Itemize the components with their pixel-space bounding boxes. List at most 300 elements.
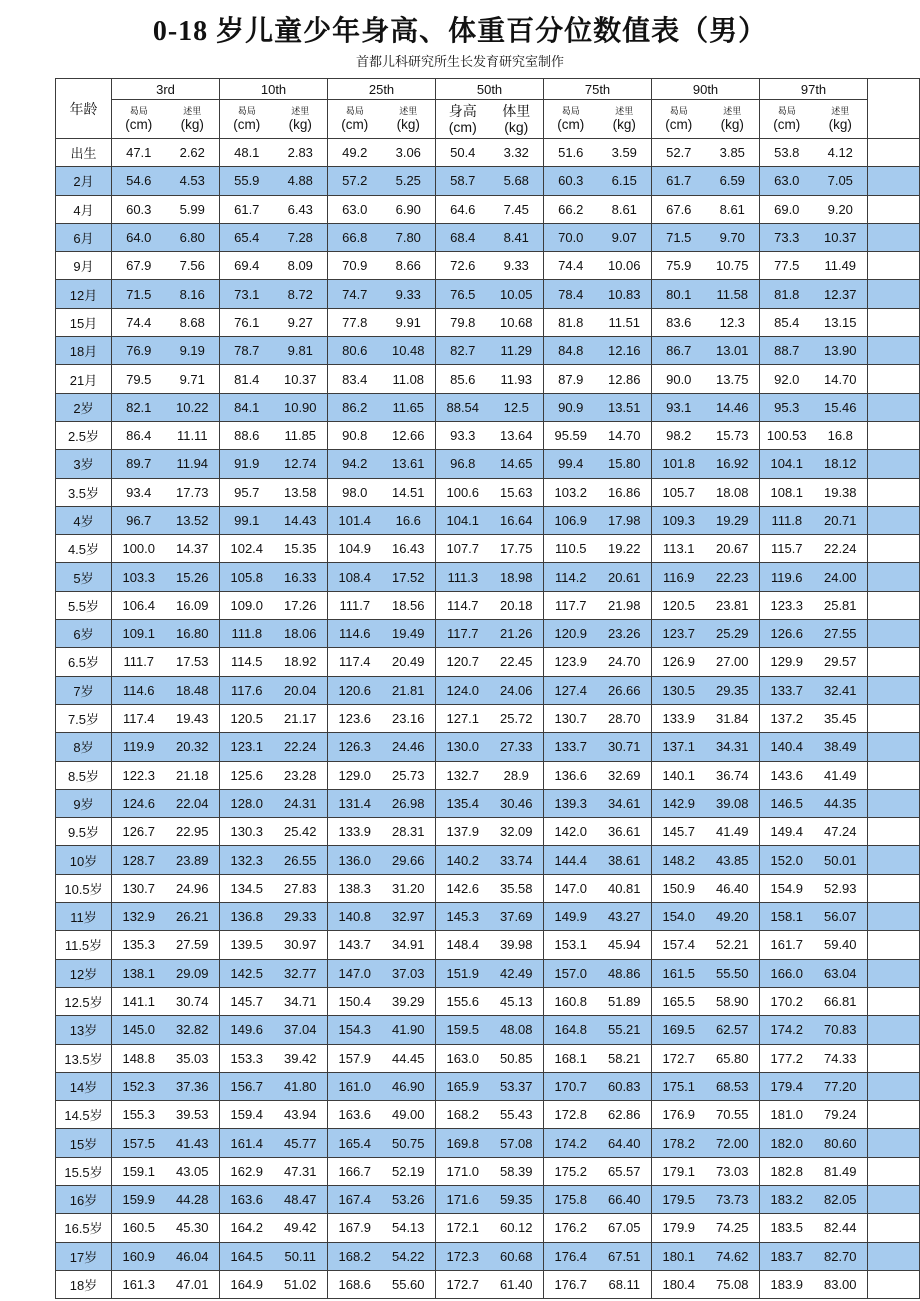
weight-cell: 65.80 [715, 1050, 749, 1066]
weight-cell: 9.70 [719, 230, 745, 246]
height-cell: 104.9 [328, 535, 382, 563]
age-cell: 12月 [69, 287, 98, 303]
height-cell: 183.5 [760, 1214, 814, 1242]
height-cell: 74.4 [544, 252, 598, 280]
weight-cell: 34.71 [283, 994, 317, 1010]
height-cell: 130.3 [220, 818, 274, 846]
weight-cell: 48.08 [499, 1022, 533, 1038]
weight-cell: 25.81 [823, 597, 857, 613]
height-cell: 153.3 [220, 1044, 274, 1072]
height-cell: 129.0 [328, 761, 382, 789]
height-cell: 168.1 [544, 1044, 598, 1072]
weight-cell: 8.68 [179, 314, 205, 330]
weight-cell: 16.09 [175, 597, 209, 613]
height-cell: 74.7 [328, 280, 382, 308]
height-cell: 129.9 [760, 648, 814, 676]
weight-label: 体里 [502, 102, 531, 119]
height-cell: 175.1 [652, 1072, 706, 1100]
height-cell: 149.6 [220, 1016, 274, 1044]
height-cell: 137.1 [652, 733, 706, 761]
weight-cell: 10.05 [499, 286, 533, 302]
percentile-header: 90th [652, 79, 760, 100]
weight-cell: 17.98 [607, 513, 641, 528]
weight-cell: 15.46 [823, 399, 857, 415]
empty-cell [868, 535, 920, 563]
height-cell: 145.0 [112, 1016, 166, 1044]
weight-cell: 30.46 [499, 795, 533, 811]
weight-cell: 25.73 [391, 767, 425, 783]
height-cell: 142.0 [544, 818, 598, 846]
weight-cell: 13.75 [715, 371, 749, 387]
height-cell: 167.4 [328, 1185, 382, 1213]
empty-cell [868, 676, 920, 704]
height-cell: 114.5 [220, 648, 274, 676]
height-cell: 163.6 [328, 1101, 382, 1129]
weight-cell: 7.28 [287, 230, 313, 246]
weight-cell: 16.43 [391, 541, 425, 557]
weight-cell: 73.03 [715, 1163, 749, 1179]
height-cell: 61.7 [652, 167, 706, 195]
empty-cell [868, 506, 920, 534]
weight-cell: 53.26 [391, 1192, 425, 1208]
height-subheader [328, 100, 382, 139]
age-cell: 21月 [69, 372, 98, 388]
weight-cell: 74.33 [823, 1050, 857, 1066]
height-cell: 54.6 [112, 167, 166, 195]
empty-cell [868, 167, 920, 195]
height-cell: 78.4 [544, 280, 598, 308]
height-cell: 161.5 [652, 959, 706, 987]
empty-column-header [868, 79, 920, 139]
table-row [56, 535, 920, 563]
height-cell: 77.8 [328, 308, 382, 336]
weight-cell: 74.62 [715, 1248, 749, 1264]
weight-cell: 38.61 [607, 852, 641, 868]
weight-cell: 10.90 [283, 399, 317, 415]
height-cell: 69.4 [220, 252, 274, 280]
height-cell: 99.1 [220, 506, 274, 534]
height-cell: 89.7 [112, 450, 166, 478]
height-cell: 124.6 [112, 789, 166, 817]
table-row [56, 818, 920, 846]
height-cell: 135.4 [436, 789, 490, 817]
weight-cell: 8.41 [503, 230, 529, 246]
weight-cell: 34.61 [607, 795, 641, 811]
height-cell: 126.7 [112, 818, 166, 846]
height-cell: 165.5 [652, 987, 706, 1015]
height-cell: 150.4 [328, 987, 382, 1015]
empty-cell [868, 903, 920, 931]
height-cell: 86.2 [328, 393, 382, 421]
weight-cell: 9.07 [611, 230, 637, 246]
weight-cell: 16.8 [827, 428, 853, 444]
height-cell: 179.5 [652, 1185, 706, 1213]
height-label: 曷局 [345, 106, 364, 116]
weight-unit: (kg) [720, 117, 744, 132]
height-cell: 137.9 [436, 818, 490, 846]
height-cell: 169.5 [652, 1016, 706, 1044]
weight-cell: 14.37 [175, 541, 209, 557]
height-cell: 163.6 [220, 1185, 274, 1213]
height-cell: 90.9 [544, 393, 598, 421]
height-cell: 174.2 [544, 1129, 598, 1157]
height-cell: 87.9 [544, 365, 598, 393]
height-cell: 76.1 [220, 308, 274, 336]
height-cell: 123.7 [652, 620, 706, 648]
height-cell: 86.4 [112, 421, 166, 449]
height-cell: 176.7 [544, 1270, 598, 1298]
weight-cell: 46.90 [391, 1078, 425, 1094]
height-unit: (cm) [773, 117, 801, 132]
height-cell: 108.4 [328, 563, 382, 591]
height-cell: 182.8 [760, 1157, 814, 1185]
weight-cell: 12.66 [391, 428, 425, 444]
height-cell: 111.3 [436, 563, 490, 591]
weight-cell: 20.04 [283, 682, 317, 698]
height-cell: 172.3 [436, 1242, 490, 1270]
weight-cell: 14.65 [499, 456, 533, 472]
height-cell: 114.6 [112, 676, 166, 704]
height-cell: 52.7 [652, 139, 706, 167]
empty-cell [868, 987, 920, 1015]
weight-cell: 6.15 [611, 173, 637, 189]
height-cell: 57.2 [328, 167, 382, 195]
height-cell: 117.4 [328, 648, 382, 676]
height-cell: 93.3 [436, 421, 490, 449]
height-cell: 160.5 [112, 1214, 166, 1242]
weight-cell: 15.80 [607, 456, 641, 472]
weight-cell: 11.29 [500, 343, 533, 359]
weight-subheader [382, 100, 436, 139]
height-cell: 105.8 [220, 563, 274, 591]
weight-cell: 43.27 [607, 909, 641, 925]
weight-cell: 52.21 [715, 937, 749, 953]
height-cell: 98.2 [652, 421, 706, 449]
height-cell: 133.7 [760, 676, 814, 704]
weight-cell: 82.05 [823, 1192, 857, 1208]
height-cell: 174.2 [760, 1016, 814, 1044]
height-cell: 71.5 [652, 223, 706, 251]
page-title: 0-18 岁儿童少年身高、体重百分位数值表（男） [152, 16, 768, 47]
weight-cell: 37.36 [175, 1078, 209, 1094]
height-subheader [220, 100, 274, 139]
table-row [56, 733, 920, 761]
weight-cell: 72.00 [715, 1135, 749, 1151]
height-cell: 120.9 [544, 620, 598, 648]
weight-cell: 29.09 [175, 965, 209, 981]
empty-cell [868, 1214, 920, 1242]
height-label: 身高 [448, 102, 477, 119]
weight-cell: 11.93 [500, 371, 533, 387]
height-cell: 158.1 [760, 903, 814, 931]
weight-cell: 11.58 [716, 286, 749, 302]
age-cell: 9月 [73, 259, 94, 275]
height-cell: 166.0 [760, 959, 814, 987]
height-cell: 157.0 [544, 959, 598, 987]
height-cell: 126.6 [760, 620, 814, 648]
weight-cell: 34.91 [391, 937, 425, 953]
height-cell: 143.6 [760, 761, 814, 789]
weight-cell: 49.42 [283, 1220, 317, 1236]
table-row [56, 337, 920, 365]
weight-cell: 6.43 [287, 201, 313, 217]
table-row [56, 1185, 920, 1213]
height-cell: 166.7 [328, 1157, 382, 1185]
height-cell: 168.2 [328, 1242, 382, 1270]
height-cell: 74.4 [112, 308, 166, 336]
height-cell: 95.3 [760, 393, 814, 421]
height-label: 曷局 [777, 106, 796, 116]
weight-cell: 20.67 [715, 541, 749, 557]
height-cell: 50.4 [436, 139, 490, 167]
height-cell: 117.4 [112, 704, 166, 732]
height-unit: (cm) [341, 117, 369, 132]
table-row [56, 903, 920, 931]
age-cell: 6月 [73, 231, 94, 247]
height-cell: 105.7 [652, 478, 706, 506]
height-unit: (cm) [233, 117, 261, 132]
height-cell: 127.4 [544, 676, 598, 704]
weight-cell: 30.97 [283, 937, 317, 953]
height-cell: 151.9 [436, 959, 490, 987]
height-cell: 142.6 [436, 874, 490, 902]
weight-cell: 41.49 [823, 767, 857, 783]
height-cell: 109.1 [112, 620, 166, 648]
height-cell: 92.0 [760, 365, 814, 393]
weight-cell: 68.53 [715, 1078, 749, 1094]
age-cell: 6岁 [73, 627, 94, 643]
height-subheader [760, 100, 814, 139]
weight-cell: 26.55 [283, 852, 317, 868]
height-cell: 161.0 [328, 1072, 382, 1100]
weight-cell: 29.35 [715, 682, 749, 698]
weight-cell: 27.00 [715, 654, 749, 670]
weight-cell: 31.20 [391, 880, 425, 896]
age-cell: 3岁 [73, 457, 94, 473]
weight-subheader [706, 100, 760, 139]
weight-cell: 12.74 [283, 456, 317, 472]
height-subheader [652, 100, 706, 139]
height-cell: 160.8 [544, 987, 598, 1015]
weight-cell: 26.66 [607, 682, 641, 698]
empty-cell [868, 874, 920, 902]
height-cell: 106.4 [112, 591, 166, 619]
table-row [56, 195, 920, 223]
age-cell: 11.5岁 [64, 938, 103, 954]
weight-cell: 51.89 [607, 994, 641, 1010]
height-cell: 150.9 [652, 874, 706, 902]
height-cell: 138.3 [328, 874, 382, 902]
table-row [56, 648, 920, 676]
age-cell: 2.5岁 [67, 429, 100, 445]
height-unit: (cm) [448, 118, 477, 135]
height-cell: 161.3 [112, 1270, 166, 1298]
height-cell: 120.5 [220, 704, 274, 732]
height-cell: 142.5 [220, 959, 274, 987]
height-label: 曷局 [561, 106, 580, 116]
weight-cell: 9.81 [287, 343, 313, 359]
height-cell: 95.59 [544, 421, 598, 449]
height-cell: 122.3 [112, 761, 166, 789]
height-cell: 58.7 [436, 167, 490, 195]
age-cell: 4.5岁 [67, 542, 100, 558]
height-cell: 84.1 [220, 393, 274, 421]
weight-cell: 68.11 [608, 1277, 641, 1293]
table-row [56, 1214, 920, 1242]
weight-cell: 12.16 [607, 343, 641, 359]
height-cell: 116.9 [652, 563, 706, 591]
weight-cell: 10.48 [391, 343, 425, 359]
weight-cell: 3.06 [395, 145, 421, 161]
weight-cell: 51.02 [283, 1277, 317, 1293]
weight-cell: 77.20 [823, 1078, 857, 1094]
height-cell: 114.2 [544, 563, 598, 591]
empty-cell [868, 1016, 920, 1044]
weight-cell: 58.90 [715, 994, 749, 1010]
weight-cell: 9.33 [395, 286, 421, 302]
height-cell: 183.7 [760, 1242, 814, 1270]
empty-cell [868, 648, 920, 676]
table-body [56, 139, 920, 1299]
weight-cell: 18.98 [499, 569, 533, 585]
weight-cell: 45.94 [607, 937, 641, 953]
height-cell: 64.0 [112, 223, 166, 251]
height-cell: 179.1 [652, 1157, 706, 1185]
percentile-header: 97th [760, 79, 868, 100]
weight-unit: (kg) [396, 117, 420, 132]
weight-cell: 7.45 [503, 201, 529, 217]
height-cell: 159.4 [220, 1101, 274, 1129]
height-cell: 170.7 [544, 1072, 598, 1100]
height-cell: 117.7 [436, 620, 490, 648]
empty-cell [868, 959, 920, 987]
weight-cell: 18.56 [391, 597, 425, 613]
table-row [56, 450, 920, 478]
height-cell: 154.3 [328, 1016, 382, 1044]
height-cell: 123.6 [328, 704, 382, 732]
height-cell: 148.4 [436, 931, 490, 959]
weight-cell: 12.3 [719, 314, 745, 330]
height-cell: 55.9 [220, 167, 274, 195]
age-cell: 13岁 [69, 1023, 98, 1039]
weight-cell: 9.91 [395, 314, 421, 330]
weight-cell: 14.43 [283, 513, 317, 528]
weight-cell: 70.83 [823, 1022, 857, 1038]
height-cell: 162.9 [220, 1157, 274, 1185]
height-cell: 170.2 [760, 987, 814, 1015]
weight-cell: 10.75 [715, 258, 749, 274]
height-cell: 67.6 [652, 195, 706, 223]
height-cell: 84.8 [544, 337, 598, 365]
empty-cell [868, 704, 920, 732]
weight-cell: 8.72 [287, 286, 313, 302]
table-row [56, 393, 920, 421]
weight-cell: 23.16 [391, 711, 425, 727]
weight-cell: 28.9 [503, 767, 529, 783]
height-cell: 160.9 [112, 1242, 166, 1270]
weight-cell: 18.92 [283, 654, 317, 670]
weight-cell: 41.49 [715, 824, 749, 840]
height-cell: 145.7 [220, 987, 274, 1015]
empty-cell [868, 1129, 920, 1157]
height-cell: 153.1 [544, 931, 598, 959]
weight-cell: 10.22 [175, 399, 209, 415]
height-cell: 135.3 [112, 931, 166, 959]
weight-cell: 21.17 [283, 711, 317, 727]
weight-cell: 8.61 [719, 201, 745, 217]
table-row [56, 280, 920, 308]
weight-cell: 21.81 [391, 682, 425, 698]
height-cell: 157.4 [652, 931, 706, 959]
height-cell: 140.2 [436, 846, 490, 874]
weight-cell: 61.40 [499, 1277, 533, 1293]
age-cell: 12.5岁 [64, 995, 103, 1011]
weight-cell: 43.85 [715, 852, 749, 868]
height-cell: 178.2 [652, 1129, 706, 1157]
height-cell: 117.7 [544, 591, 598, 619]
weight-cell: 7.05 [827, 173, 853, 189]
weight-cell: 81.49 [823, 1163, 857, 1179]
weight-cell: 13.52 [175, 513, 209, 528]
table-row [56, 789, 920, 817]
weight-cell: 19.43 [175, 711, 209, 727]
weight-cell: 22.24 [283, 739, 317, 755]
empty-cell [868, 818, 920, 846]
age-cell: 15岁 [69, 1136, 98, 1152]
table-row [56, 506, 920, 534]
weight-cell: 37.03 [391, 965, 425, 981]
height-cell: 75.9 [652, 252, 706, 280]
weight-cell: 14.46 [715, 399, 749, 415]
age-cell: 8.5岁 [67, 768, 100, 784]
height-cell: 78.7 [220, 337, 274, 365]
height-cell: 94.2 [328, 450, 382, 478]
height-cell: 136.8 [220, 903, 274, 931]
height-cell: 142.9 [652, 789, 706, 817]
weight-cell: 20.61 [607, 569, 641, 585]
height-cell: 141.1 [112, 987, 166, 1015]
weight-cell: 47.01 [175, 1277, 209, 1293]
weight-cell: 19.22 [607, 541, 641, 557]
height-cell: 107.7 [436, 535, 490, 563]
weight-cell: 50.01 [823, 852, 857, 868]
age-cell: 15.5岁 [64, 1164, 103, 1180]
height-cell: 157.5 [112, 1129, 166, 1157]
weight-cell: 29.33 [283, 909, 317, 925]
age-cell: 18月 [69, 344, 98, 360]
weight-cell: 16.6 [395, 513, 421, 528]
height-cell: 130.7 [112, 874, 166, 902]
age-cell: 9.5岁 [67, 825, 100, 841]
weight-cell: 44.28 [175, 1192, 209, 1208]
table-row [56, 1157, 920, 1185]
age-cell: 5岁 [73, 570, 94, 586]
height-cell: 104.1 [760, 450, 814, 478]
weight-cell: 57.08 [499, 1135, 533, 1151]
table-row [56, 139, 920, 167]
height-cell: 82.1 [112, 393, 166, 421]
height-cell: 161.4 [220, 1129, 274, 1157]
weight-cell: 65.57 [607, 1163, 641, 1179]
table-row [56, 167, 920, 195]
weight-cell: 44.45 [391, 1050, 425, 1066]
height-cell: 181.0 [760, 1101, 814, 1129]
height-cell: 81.4 [220, 365, 274, 393]
empty-cell [868, 1101, 920, 1129]
percentile-header: 75th [544, 79, 652, 100]
weight-cell: 10.37 [283, 371, 317, 387]
empty-cell [868, 1072, 920, 1100]
